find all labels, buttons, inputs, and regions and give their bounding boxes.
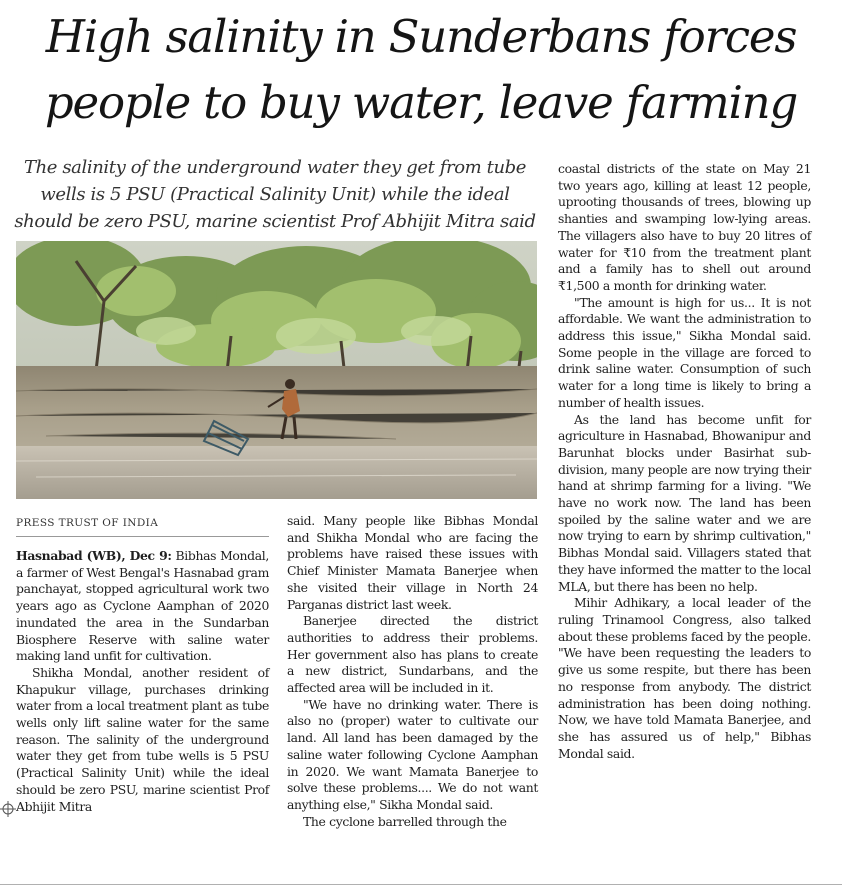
paragraph: coastal districts of the state on May 21 two years ago, killing at least 12 people, uprooting thousands of trees, blowing up shanties and swamping low-lying areas. The villagers also have to buy 20 litres of water for ₹10 from the treatment plant and a family has to shell out around ₹1,500 a month for drinking water. <box>558 161 811 293</box>
paragraph-text: Bibhas Mondal, a farmer of West Bengal's Hasnabad gram panchayat, stopped agricultural work two years ago as Cyclone Aamphan of 2020 inundated the area in the Sundarban Biosphere Reserve with saline water making land unfit for cultivation. <box>16 548 269 664</box>
credit-rule <box>16 536 269 537</box>
column-2 <box>287 513 538 830</box>
standfirst: The salinity of the underground water they get from tube wells is 5 PSU (Practical Salinity Unit) while the ideal should be zero PSU, marine scientist Prof Abhijit Mitra said <box>14 157 536 232</box>
headline <box>8 4 834 136</box>
paragraph: Banerjee directed the district authorities to address their problems. Her government also has plans to create a new district, Sundarbans, and the affected area will be included in it. <box>287 613 538 696</box>
paragraph: Mihir Adhikary, a local leader of the ruling Trinamool Congress, also talked about these problems faced by the people. "We have been requesting the leaders to give us some respite, but there has been no response from anybody. The district administration has been doing nothing. Now, we have told Mamata Banerjee, and she has assured us of help," Bibhas Mondal said. <box>558 595 811 761</box>
paragraph <box>16 548 269 665</box>
paragraph: Shikha Mondal, another resident of Khapukur village, purchases drinking water from a local treatment plant as tube wells only lift saline water for the same reason. The salinity of the underground water they get from tube wells is 5 PSU (Practical Salinity Unit) while the ideal should be zero PSU, marine scientist Prof Abhijit Mitra <box>16 664 269 814</box>
byline-credit: PRESS TRUST OF INDIA <box>16 517 159 529</box>
column-1 <box>16 548 269 815</box>
paragraph: "The amount is high for us... It is not affordable. We want the administration to address this issue," Sikha Mondal said. Some people in the village are forced to drink saline water. Consumption of such water for a long time is likely to bring a number of health issues. <box>558 294 811 410</box>
page-bottom-rule <box>0 884 842 885</box>
headline-line-1: High salinity in Sunderbans forces <box>45 10 797 63</box>
column-3 <box>558 161 811 762</box>
paragraph: The cyclone barrelled through the <box>303 813 507 829</box>
paragraph: As the land has become unfit for agriculture in Hasnabad, Bhowanipur and Barunhat blocks under Basirhat sub-division, many people are now trying their hand at shrimp farming for a living. "We have no work now. The land has been spoiled by the saline water and we are now trying to earn by shrimp cultivation," Bibhas Mondal said. Villagers stated that they have informed the matter to the local MLA, but there has been no help. <box>558 411 811 594</box>
paragraph: said. Many people like Bibhas Mondal and Shikha Mondal who are facing the problems have raised these issues with Chief Minister Mamata Banerjee when she visited their village in North 24 Parganas district last week. <box>287 513 538 612</box>
headline-line-2: people to buy water, leave farming <box>44 76 798 129</box>
paragraph: "We have no drinking water. There is also no (proper) water to cultivate our land. All land has been damaged by the saline water following Cyclone Aamphan in 2020. We want Mamata Banerjee to solve these problems.... We do not want anything else," Sikha Mondal said. <box>287 696 538 812</box>
dateline: Hasnabad (WB), Dec 9: <box>16 548 172 563</box>
article-photo <box>16 241 537 499</box>
registration-mark-icon <box>0 801 16 817</box>
